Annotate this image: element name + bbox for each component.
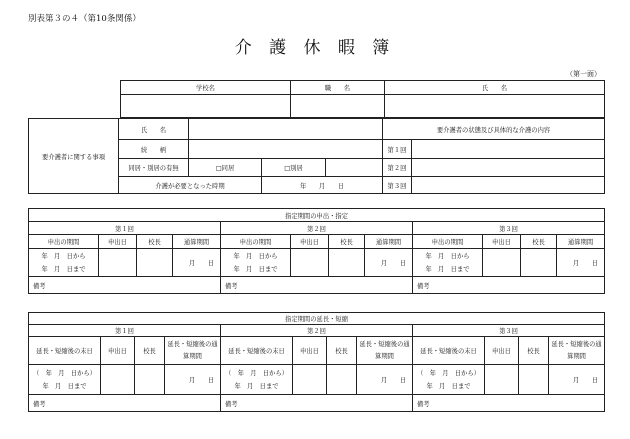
- principal-field[interactable]: [519, 365, 549, 395]
- relation-field[interactable]: [189, 140, 383, 159]
- principal-field[interactable]: [327, 365, 357, 395]
- description-round-3: 第３回: [383, 177, 412, 194]
- position-field[interactable]: [291, 95, 385, 118]
- col-principal: 校長: [135, 337, 165, 365]
- new-end-date-field[interactable]: [413, 365, 485, 395]
- period-to: 年 月 日まで: [41, 265, 86, 273]
- end-to: 年 月 日まで: [234, 382, 279, 390]
- cohabiting-checkbox[interactable]: □同居: [189, 159, 262, 177]
- position-label: 職 名: [291, 81, 385, 95]
- request-date-field[interactable]: [485, 365, 519, 395]
- total-period-field[interactable]: 月 日: [173, 249, 221, 277]
- end-from: （ 年 月 日から）: [417, 369, 480, 377]
- new-total-period-field[interactable]: 月 日: [165, 365, 221, 395]
- period-from: 年 月 日から: [425, 252, 470, 260]
- end-to: 年 月 日まで: [426, 382, 471, 390]
- extension-round-3: 第３回: [413, 325, 605, 337]
- end-from: （ 年 月 日から）: [33, 369, 96, 377]
- relation-label: 続 柄: [119, 140, 189, 159]
- extension-remarks-1[interactable]: 備考: [29, 395, 221, 412]
- cohabitation-label: 同居・別居の有無: [119, 159, 189, 177]
- page-number: （第一面）: [566, 70, 601, 78]
- col-request-date: 申出日: [101, 337, 135, 365]
- designation-round-2: 第２回: [221, 222, 413, 235]
- extension-round-1: 第１回: [29, 325, 221, 337]
- col-total-period: 通算期間: [173, 235, 221, 249]
- period-from: 年 月 日から: [233, 252, 278, 260]
- principal-field[interactable]: [329, 249, 365, 277]
- designation-remarks-1[interactable]: 備考: [29, 277, 221, 294]
- designation-table: [28, 208, 605, 294]
- total-period-field[interactable]: 月 日: [557, 249, 605, 277]
- care-needed-date-label: 介護が必要となった時期: [119, 177, 262, 194]
- period-from: 年 月 日から: [41, 252, 86, 260]
- request-date-field[interactable]: [293, 365, 327, 395]
- designation-round-3: 第３回: [413, 222, 605, 235]
- new-end-date-field[interactable]: [221, 365, 293, 395]
- description-field-3[interactable]: [412, 177, 605, 194]
- extension-remarks-3[interactable]: 備考: [413, 395, 605, 412]
- care-section-label: 要介護者に関する事項: [29, 119, 119, 194]
- designation-title: 指定期間の申出・指定: [29, 209, 605, 222]
- description-field-2[interactable]: [412, 159, 605, 177]
- new-total-period-field[interactable]: 月 日: [357, 365, 413, 395]
- separate-checkbox[interactable]: □別居: [262, 159, 326, 177]
- designation-remarks-3[interactable]: 備考: [413, 277, 605, 294]
- description-round-2: 第２回: [383, 159, 412, 177]
- end-from: （ 年 月 日から）: [225, 369, 288, 377]
- school-name-field[interactable]: [121, 95, 291, 118]
- col-principal: 校長: [519, 337, 549, 365]
- col-principal: 校長: [521, 235, 557, 249]
- school-name-label: 学校名: [121, 81, 291, 95]
- total-period-field[interactable]: 月 日: [365, 249, 413, 277]
- request-date-field[interactable]: [291, 249, 329, 277]
- personal-info-table: [120, 80, 605, 118]
- principal-field[interactable]: [137, 249, 173, 277]
- care-name-label: 氏 名: [119, 119, 189, 140]
- col-total-period: 通算期間: [557, 235, 605, 249]
- principal-field[interactable]: [521, 249, 557, 277]
- designation-round-1: 第１回: [29, 222, 221, 235]
- extension-remarks-2[interactable]: 備考: [221, 395, 413, 412]
- period-to: 年 月 日まで: [425, 265, 470, 273]
- request-date-field[interactable]: [483, 249, 521, 277]
- care-recipient-table: [28, 118, 605, 194]
- extension-round-2: 第２回: [221, 325, 413, 337]
- request-date-field[interactable]: [99, 249, 137, 277]
- period-to: 年 月 日まで: [233, 265, 278, 273]
- col-request-period: 申出の期間: [413, 235, 483, 249]
- description-round-1: 第１回: [383, 140, 412, 159]
- request-period-field[interactable]: [29, 249, 99, 277]
- description-field-1[interactable]: [412, 140, 605, 159]
- col-request-date: 申出日: [483, 235, 521, 249]
- page-title: 介 護 休 暇 簿: [234, 38, 396, 58]
- col-new-total-period: 延長・短縮後の通算期間: [549, 337, 605, 365]
- col-total-period: 通算期間: [365, 235, 413, 249]
- care-needed-date-field[interactable]: 年 月 日: [262, 177, 383, 194]
- extension-title: 指定期間の延長・短縮: [29, 313, 605, 325]
- col-new-end-date: 延長・短縮後の末日: [413, 337, 485, 365]
- form-number: 別表第３の４（第10条関係）: [28, 14, 141, 24]
- col-request-date: 申出日: [293, 337, 327, 365]
- col-request-date: 申出日: [291, 235, 329, 249]
- name-label: 氏 名: [385, 81, 605, 95]
- principal-field[interactable]: [135, 365, 165, 395]
- name-field[interactable]: [385, 95, 605, 118]
- request-period-field[interactable]: [221, 249, 291, 277]
- col-new-end-date: 延長・短縮後の末日: [29, 337, 101, 365]
- col-principal: 校長: [137, 235, 173, 249]
- col-principal: 校長: [329, 235, 365, 249]
- end-to: 年 月 日まで: [42, 382, 87, 390]
- cohabitation-blank: [326, 159, 383, 177]
- col-request-date: 申出日: [485, 337, 519, 365]
- designation-remarks-2[interactable]: 備考: [221, 277, 413, 294]
- col-request-period: 申出の期間: [221, 235, 291, 249]
- care-description-header: 要介護者の状態及び具体的な介護の内容: [383, 119, 605, 140]
- col-new-total-period: 延長・短縮後の通算期間: [165, 337, 221, 365]
- col-request-date: 申出日: [99, 235, 137, 249]
- care-name-field[interactable]: [189, 119, 383, 140]
- col-new-end-date: 延長・短縮後の末日: [221, 337, 293, 365]
- request-date-field[interactable]: [101, 365, 135, 395]
- col-request-period: 申出の期間: [29, 235, 99, 249]
- col-principal: 校長: [327, 337, 357, 365]
- new-end-date-field[interactable]: [29, 365, 101, 395]
- col-new-total-period: 延長・短縮後の通算期間: [357, 337, 413, 365]
- new-total-period-field[interactable]: 月 日: [549, 365, 605, 395]
- request-period-field[interactable]: [413, 249, 483, 277]
- extension-table: [28, 312, 605, 412]
